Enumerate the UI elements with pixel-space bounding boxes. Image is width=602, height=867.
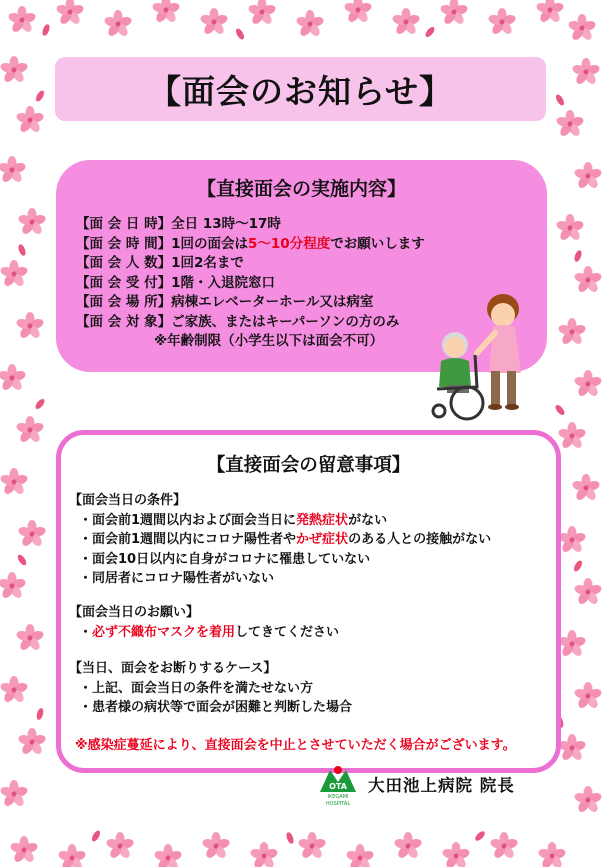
item-text: ・上記、面会当日の条件を満たせない方 [79,680,314,696]
title-banner [55,57,546,121]
list-item [69,679,352,699]
list-item [69,623,339,643]
request-title: 【面会当日のお願い】 [69,605,200,620]
row-text: 1回の面会は [171,235,249,252]
item-highlight: かぜ症状 [296,532,349,547]
row-text: 1回2名まで [171,255,244,271]
implementation-heading: 【直接面会の実施内容】 [196,178,406,200]
row-text: ご家族、またはキーパーソンの方のみ [171,313,400,330]
item-text: ・面会前1週間以内にコロナ陽性者や [79,532,297,547]
logo-subtext: HOSPITAL [325,801,351,806]
row-label: 【面 会 時 間】 [76,235,172,252]
row-text: 1階・入退院窓口 [171,274,276,291]
list-item [69,698,352,718]
refusal-title: 【当日、面会をお断りするケース】 [69,661,277,676]
hospital-logo [316,762,360,806]
implementation-row-target [76,313,425,333]
item-text: ・面会前1週間以内および面会当日に [79,512,297,528]
implementation-row-duration [76,235,425,255]
signature-text: 大田池上病院 院長 [368,776,515,795]
row-label: 【面 会 場 所】 [76,294,172,310]
item-highlight: 発熱症状 [296,512,349,528]
age-limit-note: ※年齢制限（小学生以下は面会不可） [154,333,384,349]
row-text: 全日 13時〜17時 [171,216,281,232]
implementation-row-reception [76,274,425,294]
item-text: ・患者様の病状等で面会が困難と判断した場合 [79,700,353,715]
implementation-row-datetime [76,215,425,235]
suspension-warning: ※感染症蔓延により、直接面会を中止とさせていただく場合がございます。 [75,738,516,753]
conditions-title: 【面会当日の条件】 [69,493,187,508]
item-text-after: してきてください [235,624,340,640]
row-label: 【面 会 対 象】 [76,313,172,330]
list-item [69,530,491,550]
precautions-panel [56,430,561,773]
wheelchair-illustration [425,283,537,423]
row-text: 病棟エレベーターホール又は病室 [171,294,374,310]
row-text-after: でお願いします [330,235,425,252]
item-text: ・同居者にコロナ陽性者がいない [79,571,275,586]
list-item [69,569,491,589]
implementation-row-people [76,254,425,274]
logo-text: OTA [329,782,347,791]
item-text-after: のある人との接触がない [348,532,492,547]
row-label: 【面 会 日 時】 [76,216,172,232]
row-label: 【面 会 受 付】 [76,274,172,291]
conditions-section [69,491,491,589]
item-text: ・ [79,624,93,640]
row-label: 【面 会 人 数】 [76,255,172,271]
request-section [69,603,339,642]
list-item [69,511,491,531]
item-text: ・面会10日以内に自身がコロナに罹患していない [79,551,371,567]
page-title: 【面会のお知らせ】 [147,71,453,111]
item-text-after: がない [348,512,388,528]
item-highlight: 必ず不織布マスクを着用 [92,624,236,640]
implementation-row-place [76,293,425,313]
row-highlight: 5〜10分程度 [248,235,331,252]
precautions-heading: 【直接面会の留意事項】 [206,455,411,476]
implementation-list [76,215,425,352]
refusal-section [69,659,352,718]
signature [316,764,515,804]
list-item [69,550,491,570]
logo-subtext: IKEGAMI [327,794,349,800]
